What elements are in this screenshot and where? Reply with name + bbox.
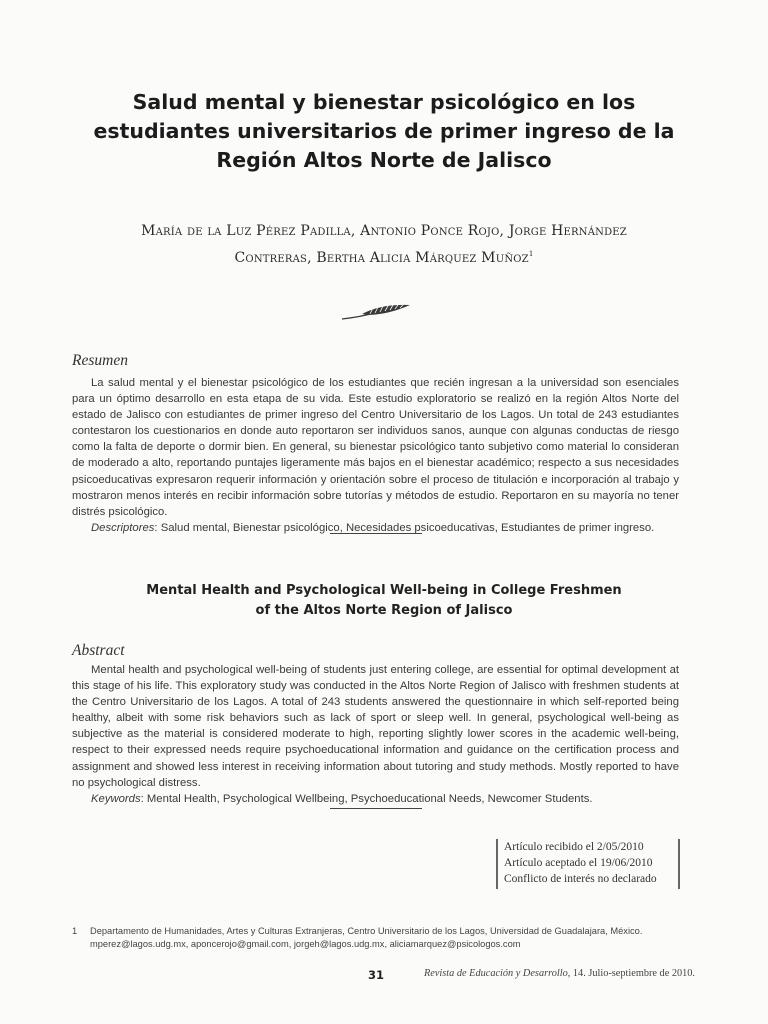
keywords-label: Descriptores [91, 521, 155, 534]
section-divider [330, 808, 422, 809]
title-line: Salud mental y bienestar psicológico en los [132, 90, 636, 114]
conflict-statement: Conflicto de interés no declarado [504, 873, 657, 885]
author-footnote-mark: 1 [528, 250, 534, 258]
footnote-number: 1 [72, 926, 78, 936]
footnote-emails: mperez@lagos.udg.mx, aponcerojo@gmail.com, jorgeh@lagos.udg.mx, aliciamarquez@psicologos.com [90, 939, 521, 949]
author-line-text: Contreras, Bertha Alicia Márquez Muñoz [234, 250, 529, 266]
accepted-date: Artículo aceptado el 19/06/2010 [504, 857, 653, 869]
resumen-body [72, 375, 679, 536]
resumen-keywords: Descriptores: Salud mental, Bienestar psicológico, Necesidades psicoeducativas, Estudiantes de primer ingreso. [91, 521, 655, 534]
abstract-paragraph: Mental health and psychological well-being of students just entering college, are essential for optimal development at this stage of his life. This exploratory study was conducted in the Altos Norte Region of Jalisco with freshmen students at the Centro Universitario de los Lagos. A total of 243 students answered the questionnaire in which self-reported being healthy, albeit with some risk behaviors such as lack of sport or sleep well. In general, psychological well-being as subjective as the material is considered moderate to high, reporting slightly lower scores in the academic well-being, respect to their expressed needs require psychoeducational information and guidance on the certification process and assignment and showed less interest in receiving information about tutoring and study methods. Mostly reported to have no psychological distress. [72, 664, 679, 789]
abstract-keywords: Keywords: Mental Health, Psychological Wellbeing, Psychoeducational Needs, Newcomer Students. [91, 792, 593, 805]
journal-citation [424, 968, 695, 979]
quill-feather-icon [340, 302, 412, 322]
resumen-heading: Resumen [72, 352, 128, 369]
english-title-line: Mental Health and Psychological Well-being in College Freshmen [146, 583, 622, 598]
keywords-text: Salud mental, Bienestar psicológico, Necesidades psicoeducativas, Estudiantes de primer ingreso. [160, 521, 655, 534]
english-title-line: of the Altos Norte Region of Jalisco [255, 603, 513, 618]
footnote-affiliation: Departamento de Humanidades, Artes y Culturas Extranjeras, Centro Universitario de los Lagos, Universidad de Guadalajara, México. [90, 926, 643, 936]
page-number: 31 [368, 968, 385, 982]
abstract-body [72, 662, 679, 807]
abstract-heading: Abstract [72, 642, 125, 659]
keywords-text: Mental Health, Psychological Wellbeing, Psychoeducational Needs, Newcomer Students. [146, 792, 593, 805]
title-line: estudiantes universitarios de primer ingreso de la [93, 119, 675, 143]
author-line: María de la Luz Pérez Padilla, Antonio Ponce Rojo, Jorge Hernández [141, 223, 627, 239]
title-line: Región Altos Norte de Jalisco [216, 148, 552, 172]
received-date: Artículo recibido el 2/05/2010 [504, 841, 644, 853]
resumen-paragraph: La salud mental y el bienestar psicológico de los estudiantes que recién ingresan a la universidad son esenciales para un óptimo desarrollo en esta etapa de su vida. Este estudio exploratorio se realizó en la región Altos Norte del estado de Jalisco con estudiantes de primer ingreso del Centro Universitario de los Lagos. Un total de 243 estudiantes contestaron los cuestionarios en donde auto reportaron ser individuos sanos, aunque con algunas conductas de riesgo como la falta de deporte o dormir bien. En general, su bienestar psicológico tanto subjetivo como material lo consideran de moderado a alto, reportando puntajes ligeramente más bajos en el bienestar académico; respecto a sus necesidades psicoeducativas expresaron requerir información y orientación sobre el proceso de titulación e incorporación al trabajo y mostraron menos interés en recibir información sobre tutorías y métodos de estudio. Reportaron en su mayoría no tener distrés psicológico. [72, 377, 679, 518]
journal-name: Revista de Educación y Desarrollo [424, 968, 568, 979]
author-footnote [72, 925, 682, 951]
author-line [70, 243, 698, 270]
keywords-label: Keywords [91, 792, 141, 805]
article-dates-box [496, 839, 680, 889]
english-title [70, 581, 698, 621]
section-divider [330, 533, 422, 534]
article-title [70, 88, 698, 175]
journal-issue: , 14. Julio-septiembre de 2010. [567, 968, 696, 979]
author-list [70, 220, 698, 270]
